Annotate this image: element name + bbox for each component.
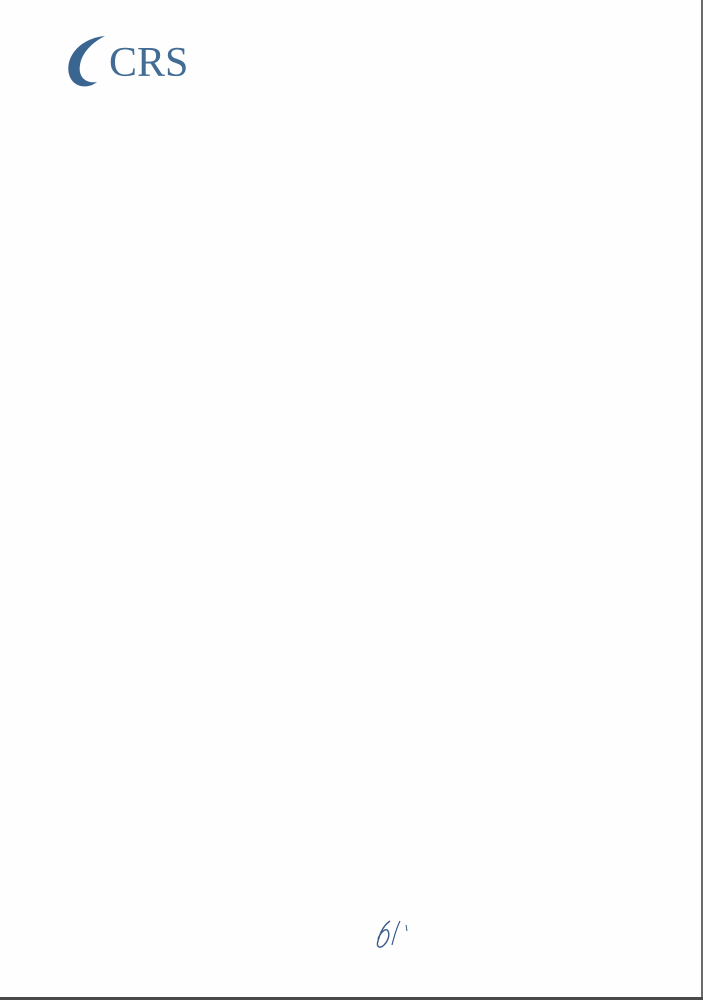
handwritten-initials [370,915,418,955]
svg-text:CRS: CRS [109,40,189,86]
crs-logo [61,32,221,98]
